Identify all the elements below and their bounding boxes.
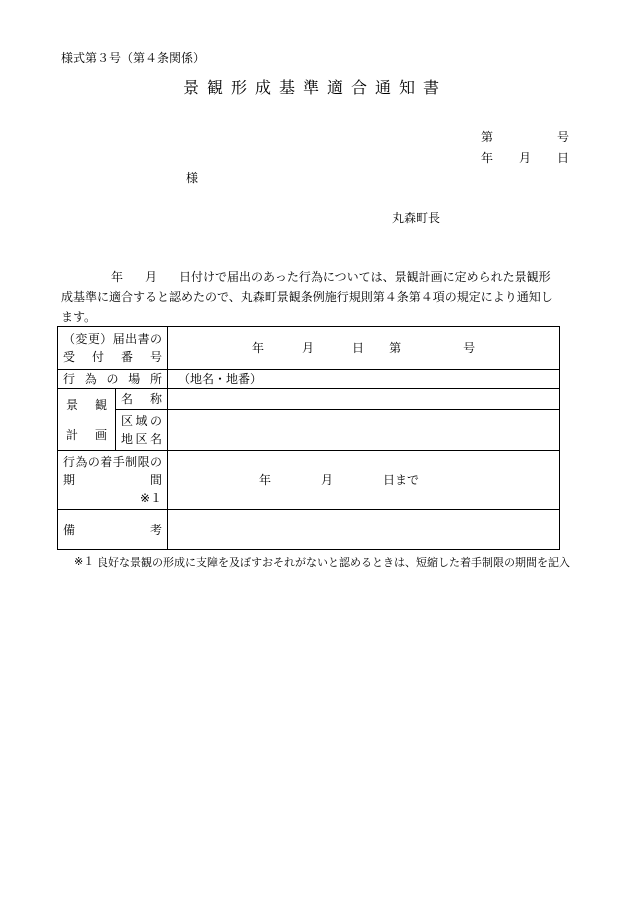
notice-number-prefix: 第 <box>481 130 494 144</box>
keikan-area-label-bottom: 地区名 <box>121 432 163 446</box>
table-row-keikan-name <box>58 389 560 410</box>
table-row-location <box>58 370 560 389</box>
document-title: 景観形成基準適合通知書 <box>182 78 447 97</box>
receipt-label-top: （変更）届出書の <box>63 332 163 346</box>
remarks-label: 備考 <box>63 522 163 537</box>
receipt-value-cell <box>168 327 560 370</box>
receipt-day: 日 <box>352 341 365 355</box>
period-value-cell <box>168 451 560 510</box>
receipt-label-bottom: 受付番号 <box>63 350 163 364</box>
table-row-keikan-area <box>58 410 560 451</box>
receipt-month: 月 <box>302 341 315 355</box>
recipient-suffix: 様 <box>186 171 199 185</box>
period-label-cell <box>58 451 168 510</box>
keikan-group-cell <box>58 389 116 451</box>
table-row-remarks <box>58 510 560 550</box>
body-month: 月 <box>145 270 158 284</box>
period-year: 年 <box>259 473 272 487</box>
keikan-name-label: 名称 <box>121 392 163 406</box>
location-label-cell <box>58 370 168 389</box>
table-row-period <box>58 451 560 510</box>
keikan-area-label-top: 区域の <box>121 414 163 428</box>
table-row-receipt <box>58 327 560 370</box>
notice-table <box>57 326 560 550</box>
keikan-group-bottom: 計画 <box>66 427 107 442</box>
remarks-value <box>168 510 560 550</box>
receipt-number-prefix: 第 <box>389 341 402 355</box>
keikan-area-label-cell <box>116 410 168 451</box>
period-month: 月 <box>321 473 334 487</box>
date-day: 日 <box>557 151 570 165</box>
period-label-top: 行為の着手制限の <box>63 455 163 469</box>
body-line-2: 成基準に適合すると認めたので、丸森町景観条例施行規則第４条第４項の規定により通知し <box>61 290 553 304</box>
keikan-name-value <box>168 389 560 410</box>
body-line-1-text: 日付けで届出のあった行為については、景観計画に定められた景観形 <box>179 270 551 284</box>
body-year: 年 <box>111 270 124 284</box>
date-month: 月 <box>519 151 532 165</box>
receipt-number-suffix: 号 <box>463 341 476 355</box>
date-year: 年 <box>481 151 494 165</box>
remarks-label-cell <box>58 510 168 550</box>
keikan-name-label-cell <box>116 389 168 410</box>
footnote-text: 良好な景観の形成に支障を及ぼすおそれがないと認めるときは、短縮した着手制限の期間を記入 <box>97 556 570 569</box>
keikan-group-top: 景観 <box>66 397 107 412</box>
sender: 丸森町長 <box>392 211 441 225</box>
location-value: （地名・地番） <box>168 370 560 389</box>
body-line-3: ます。 <box>61 310 97 324</box>
body-line-1 <box>61 267 571 287</box>
period-label-note: ※１ <box>139 491 163 505</box>
receipt-year: 年 <box>252 341 265 355</box>
notice-number-suffix: 号 <box>557 130 570 144</box>
keikan-area-value <box>168 410 560 451</box>
receipt-label-cell <box>58 327 168 370</box>
footnote-mark: ※１ <box>74 555 95 568</box>
period-day-until: 日まで <box>383 473 420 487</box>
body-text <box>61 267 571 327</box>
period-label-mid: 期間 <box>63 473 163 487</box>
form-number: 様式第３号（第４条関係） <box>61 51 206 65</box>
location-label: 行為の場所 <box>63 372 163 386</box>
